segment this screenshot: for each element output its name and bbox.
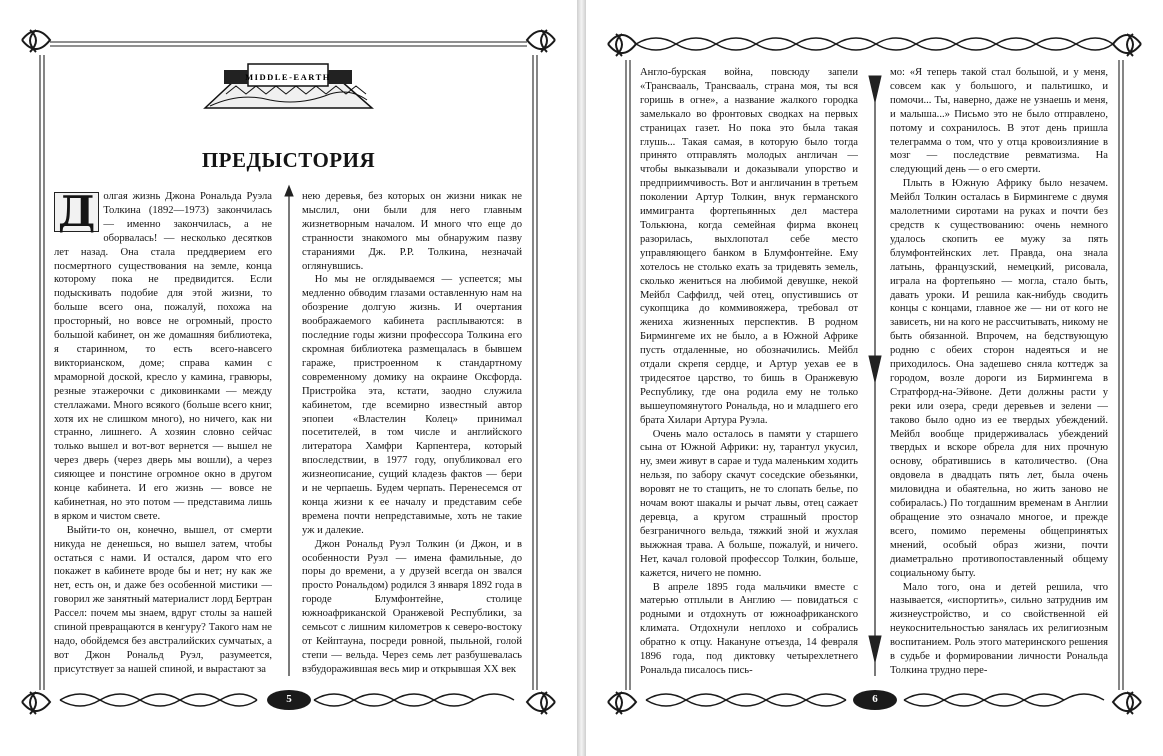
left-page-column-2 xyxy=(302,190,522,678)
page-title: ПРЕДЫСТОРИЯ xyxy=(201,148,376,172)
column-divider xyxy=(869,76,881,676)
page-number: 5 xyxy=(286,693,292,705)
paragraph: Англо-бурская война, повсюду запели «Трансвааль, Трансвааль, страна моя, ты вся горишь в огне», а название жалкого городка замелькало во фронтовых сводках на первых страницах газет. Но пока это была такая глушь... Такая самая, в которую было тогда принято отправлять молодых англичан — чтобы выказывали и доказывали упорство и предприимчивость. Вот и англичанин в третьем поколении Артур Толкин, внук германского иммигранта фортепьянных дел мастера Толькюна, когда семейная фирма вконец разорилась, выхлопотал себе место управляющего банком в Блумфонтейне. Ему хотелось не столько ехать за тридевять земель, сколько жениться на любимой девушке, некой Мейбл Саффилд, чей отец, опустившись от сукопщика до коммивояжера, требовал от жениха жизненных перспектив. В родном Бирмингеме их не было, а в Южной Африке пусть отдаленные, но обозначились. Мейбл отдали скрепя сердце, и Артур уехав ее в тридесятое царство, то бишь в Оранжевую Республику, где она родила ему не только вышеупомянутого Рональда, но и младшего его брата Хилари Артура Руэла. xyxy=(640,67,858,426)
paragraph: Плыть в Южную Африку было незачем. Мейбл Толкин осталась в Бирмингеме с двумя малолетними сиротами на руках и почти без средств к существованию: очень немного удалось скопить ее мужу за пять блумфонтейнских лет. Правда, она знала латынь, французский, немецкий, рисовала, играла на фортепьяно — могла, стало быть, давать уроки. И решила как-нибудь сводить концы с концами, главное же — ни от кого не зависеть, ни на кого не рассчитывать, никому не быть обязанной. Впрочем, на бедствующую родню с обеих сторон надеяться и не приходилось. Она задешево сняла коттедж за городом, возле дороги из Бирмингема в Стратфорд-на-Эйвоне. Дети должны расти у реки или озера, среди деревьев и зелени — таково было одно из ее твердых убеждений. Мейбл вообще придерживалась убеждений твердых и вскоре обрела для них прочную основу, обратившись в католичество. (Она овдовела в двадцать пять лет, была очень миловидна и обаятельна, но жить заново не собиралась.) По тогдашним временам в Англии обращение это означало многое, и прежде всего, помимо перемены общепринятых мнений, особый образ жизни, почти диаметрально противопоставленный общему социальному быту. xyxy=(890,178,1108,579)
banner-text: MIDDLE-EARTH xyxy=(245,72,331,82)
left-page-column-1 xyxy=(54,190,272,678)
paragraph: Мало того, она и детей решила, что называется, «испортить», сильно затруднив им жизнеустройство, и со свойственной ей неукоснительностью занялась их религиозным воспитанием. Роль этого материнского решения в судьбе и формировании личности Рональда Толкина трудно пере- xyxy=(890,581,1108,676)
top-band-icon xyxy=(636,38,1113,50)
paragraph: Но мы не оглядываемся — успеется; мы медленно обводим глазами оставленную нам на обозрение долгую жизнь. И очертания воображаемого кабинета расплываются: в последние годы жизни профессора Толкина его скромная библиотека размещалась в бывшем гараже, пристроенном к стандартному современному домику на окраине Оксфорда. Пристройка эта, кстати, заодно служила кабинетом, где всемирно известный автор эпопеи «Властелин Колец» принимал посетителей, в том числе и английского литератора Хамфри Карпентера, который впоследствии, в 1977 году, опубликовал его жизнеописание, сущий кладезь фактов — бери и не черпаешь. Будем черпать. Перенесемся от конца жизни к ее началу и представим себе времена почти непредставимые, хоть не такие уж и далекие. xyxy=(302,274,522,536)
paragraph-text: олгая жизнь Джона Рональда Руэла Толкина (1892—1973) закончилась — именно закончилась, а не оборвалась! — несколько десятков лет назад. Она стала преддверием его посмертного существования на земле, конца которому пока не предвидится. Если подыскивать подобие для этой жизни, то больше всего она, пожалуй, похожа на просторный, но вовсе не огромный, просто большой кабинет, он же домашняя библиотека, я старинном, то есть всего-навсего викторианском, доме; справа камин с мраморной доской, кресло у камина, гравюры, резные этажерочки с диковинками — между стеллажами. Много всякого (больше всего книг, хотя их не слишком много), но ничего, как ни странно, лишнего. А хозяин словно сейчас только вышел и вот-вот вернется — вышел не через дверь (через дверь мы вошли), а через сияющее и понстине огромное окно в другом конце кабинета. И его жизнь — вовсе не кабинетная, но это потом — представима лишь в ярком и чистом свете. xyxy=(54,191,272,522)
column-divider xyxy=(285,186,293,676)
emblem-banner-icon xyxy=(205,64,372,108)
dropcap-letter-icon: Д xyxy=(54,192,99,232)
right-page-column-2 xyxy=(890,66,1108,678)
book-gutter xyxy=(577,0,586,756)
paragraph: В апреле 1895 года мальчики вместе с матерью отплыли в Англию — повидаться с родными и отдохнуть от южноафриканского климата. Отдохнули неплохо и собрались обратно к отцу. Накануне отъезда, 14 февраля 1896 года, под диктовку четырехлетнего Рональда писалось пись- xyxy=(640,581,858,676)
right-page-column-1 xyxy=(640,66,858,678)
paragraph: Джон Рональд Руэл Толкин (и Джон, и в особенности Руэл — имена фамильные, до поры до времени, а у друзей всегда он звался просто Рональдом) родился 3 января 1892 года в городе Блумфонтейне, столице южноафриканской Оранжевой Республики, за семьсот с лишним километров к северо-востоку от Кейптауна, посреди ровной, пыльной, голой степи — вельда. Через семь лет разбушевалась взбудоражившая весь мир и открывшая XX век xyxy=(302,538,522,675)
paragraph: Очень мало осталось в памяти у старшего сына от Южной Африки: ну, тарантул укусил, ну, змеи живут в сарае и туда маленьким ходить нельзя, по забору скачут соседские обезьянки, воровят не то стащить, не то слопать белье, по ночам воют шакалы и рычат львы, отец сажает деревца, а кругом страшный простор безграничного вельда, тяжкий зной и жухлая выжжная трава. А больше, пожалуй, и ничего. Нет, качал головой профессор Толкин, больше, кажется, ничего не помню. xyxy=(640,428,858,579)
paragraph: Выйти-то он, конечно, вышел, от смерти никуда не денешься, но вышел затем, чтобы остаться с нами. И остался, даром что его покажет в кабинете вроде бы и нет; ну как же нет, есть он, и даже без особенной мистики — говорил же занятный материалист лорд Бертран Рассел: почем мы знаем, вдруг столы за нашей спиной превращаются в кенгуру? Такого нам не надо, обойдемся без австралийских сумчатых, а вот Джон Рональд Руэл, разумеется, присутствует за нашей спиной, и вырастают за xyxy=(54,524,272,675)
paragraph: нею деревья, без которых он жизни никак не мыслил, они были для него главным жизнетворным началом. И много что еще до странности знакомого мы обнаружим пазву стараниями Дж. Р.Р. Толкина, незначай оглянувшись. xyxy=(302,191,522,272)
left-page xyxy=(0,0,577,756)
paragraph xyxy=(54,190,272,524)
page-number: 6 xyxy=(872,693,878,705)
paragraph: мо: «Я теперь такой стал большой, и у меня, совсем как у большого, и пальтишко, и помочи... Ты, наверно, даже не узнаешь и меня, и малыша...» Письмо это не было отправлено, потому и сохранилось. В этот день пришла телеграмма о том, что у отца кровоизлияние в мозг — последствие ревматизма. На следующий день — о его смерти. xyxy=(890,67,1108,176)
right-page xyxy=(586,0,1163,756)
